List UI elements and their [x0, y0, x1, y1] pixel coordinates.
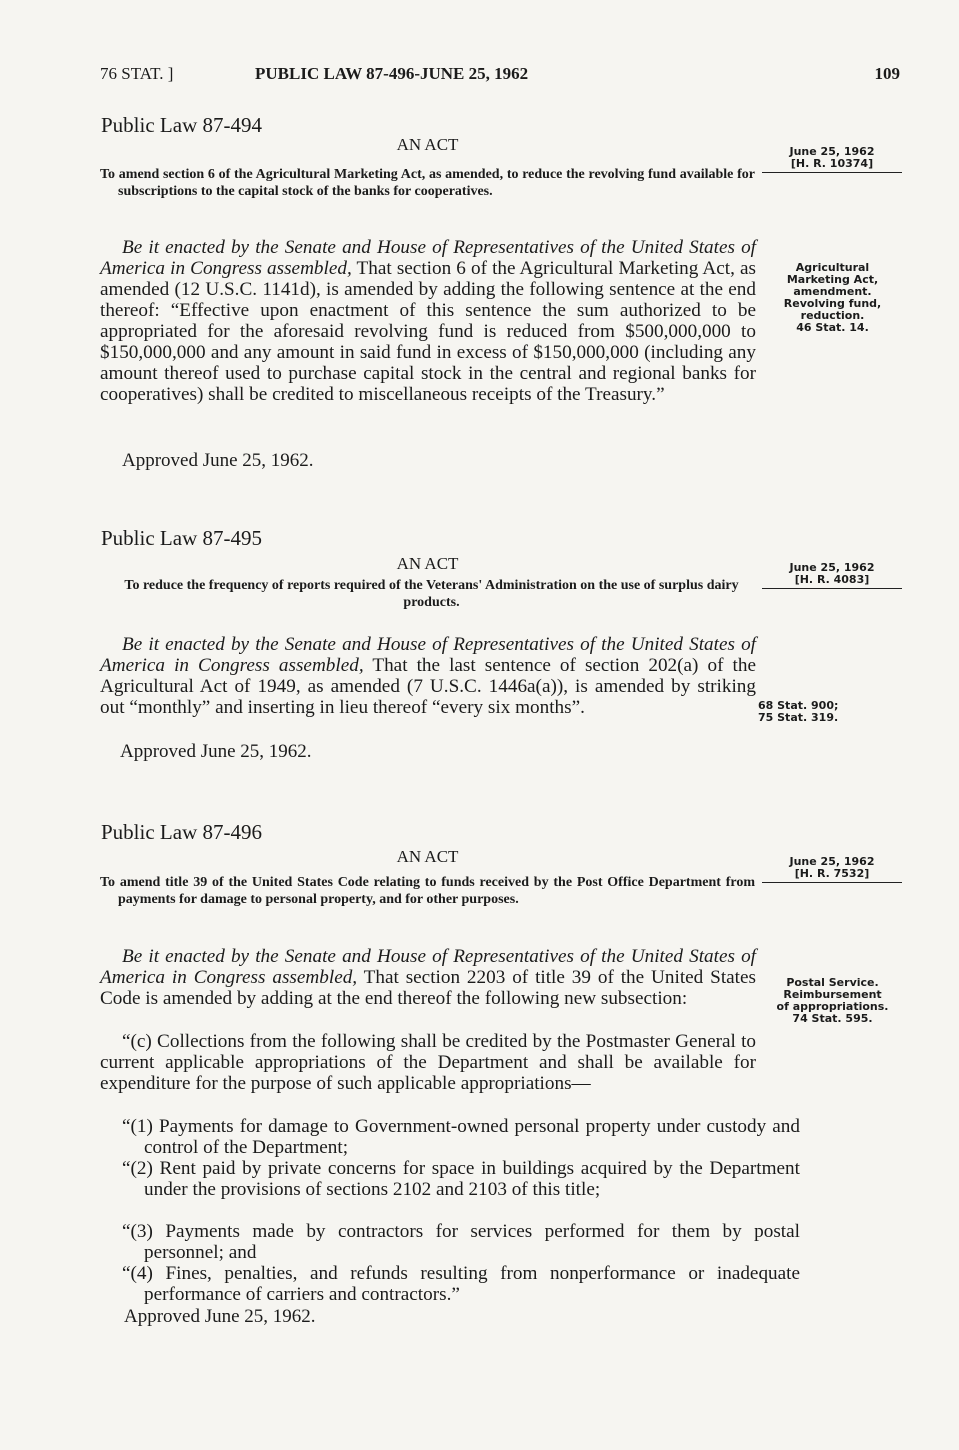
- side-note: 68 Stat. 900;: [758, 699, 839, 712]
- running-title: PUBLIC LAW 87-496-JUNE 25, 1962: [255, 64, 529, 83]
- side-notes: [760, 977, 905, 1025]
- act-purpose: To amend title 39 of the United States Code relating to funds received by the Post Office Department from payments for damage to personal property, and for other purposes.: [100, 875, 755, 907]
- act-label: AN ACT: [396, 554, 459, 573]
- list-item: “(2) Rent paid by private concerns for space in buildings acquired by the Department under the provisions of sections 2102 and 2103 of this title;: [122, 1158, 800, 1200]
- side-note: 74 Stat. 595.: [792, 1012, 873, 1025]
- act-text: That section 6 of the Agricultural Marketing Act, as amended (12 U.S.C. 1141d), is amended by adding the following sentence at the end thereof: “Effective upon enactment of this sentence the sum authorized to be appropriated for the aforesaid revolving fund is reduced from $500,000,000 to $150,000,000 and any amount in said fund in excess of $150,000,000 (including any amount thereof used to purchase capital stock in the central and regional banks for cooperatives) shall be credited to miscellaneous receipts of the Treasury.”: [100, 258, 757, 405]
- act-body: [100, 634, 756, 718]
- side-note: amendment.: [793, 285, 872, 298]
- side-note: 75 Stat. 319.: [758, 711, 839, 724]
- law-title: Public Law 87-495: [101, 526, 262, 550]
- subsection-c: “(c) Collections from the following shall be credited by the Postmaster General to current applicable appropriations of the Department and shall be available for expenditure for the purpose of such applicable appropriations—: [100, 1031, 756, 1094]
- side-note: Marketing Act,: [786, 273, 879, 286]
- act-body: [100, 237, 756, 405]
- margin-bill-reference: [762, 146, 902, 173]
- enacting-clause: Be it enacted by the Senate and House of Representatives of the United States of America in Congress assembled,: [100, 237, 756, 279]
- margin-bill: [H. R. 7532]: [762, 868, 902, 883]
- law-title: Public Law 87-496: [101, 820, 262, 844]
- side-note: Reimbursement: [783, 988, 882, 1001]
- margin-bill-reference: [762, 856, 902, 883]
- side-note: 46 Stat. 14.: [796, 321, 869, 334]
- approved-date: Approved June 25, 1962.: [124, 1306, 316, 1327]
- side-note: Agricultural: [795, 261, 870, 274]
- act-text: That section 2203 of title 39 of the United States Code is amended by adding at the end thereof the following new subsection:: [100, 967, 756, 1009]
- act-body: [100, 946, 756, 1009]
- margin-date: June 25, 1962: [789, 855, 875, 868]
- enacting-clause: Be it enacted by the Senate and House of Representatives of the United States of America in Congress assembled,: [100, 946, 756, 988]
- margin-bill: [H. R. 4083]: [762, 574, 902, 589]
- law-title: Public Law 87-494: [101, 113, 262, 137]
- list-item: “(1) Payments for damage to Government-owned personal property under custody and control of the Department;: [122, 1116, 800, 1158]
- act-purpose: To amend section 6 of the Agricultural Marketing Act, as amended, to reduce the revolving fund available for subscriptions to the capital stock of the banks for cooperatives.: [100, 167, 755, 199]
- act-label: AN ACT: [396, 847, 459, 866]
- side-notes: [758, 700, 898, 724]
- margin-bill: [H. R. 10374]: [762, 158, 902, 173]
- running-head: [100, 64, 900, 88]
- page-number: 109: [874, 64, 900, 83]
- side-note: Postal Service.: [786, 976, 879, 989]
- margin-bill-reference: [762, 562, 902, 589]
- list-item: “(3) Payments made by contractors for services performed for them by postal personnel; and: [122, 1221, 800, 1263]
- margin-date: June 25, 1962: [789, 145, 875, 158]
- approved-date: Approved June 25, 1962.: [122, 450, 314, 471]
- act-purpose: To reduce the frequency of reports required of the Veterans' Administration on the use of surplus dairy products.: [124, 578, 739, 610]
- side-notes: [760, 262, 905, 334]
- act-label: AN ACT: [396, 135, 459, 154]
- list-item: “(4) Fines, penalties, and refunds resulting from nonperformance or inadequate performance of carriers and contractors.”: [122, 1263, 800, 1305]
- enacting-clause: Be it enacted by the Senate and House of Representatives of the United States of America in Congress assembled,: [100, 634, 756, 676]
- margin-date: June 25, 1962: [789, 561, 875, 574]
- statute-volume: 76 STAT. ]: [100, 64, 174, 83]
- approved-date: Approved June 25, 1962.: [120, 741, 312, 762]
- act-text: That the last sentence of section 202(a) of the Agricultural Act of 1949, as amended (7 U.S.C. 1446a(a)), is amended by striking out “monthly” and inserting in lieu thereof “every six months”.: [100, 655, 756, 718]
- side-note: reduction.: [800, 309, 865, 322]
- side-note: Revolving fund,: [783, 297, 882, 310]
- side-note: of appropriations.: [776, 1000, 889, 1013]
